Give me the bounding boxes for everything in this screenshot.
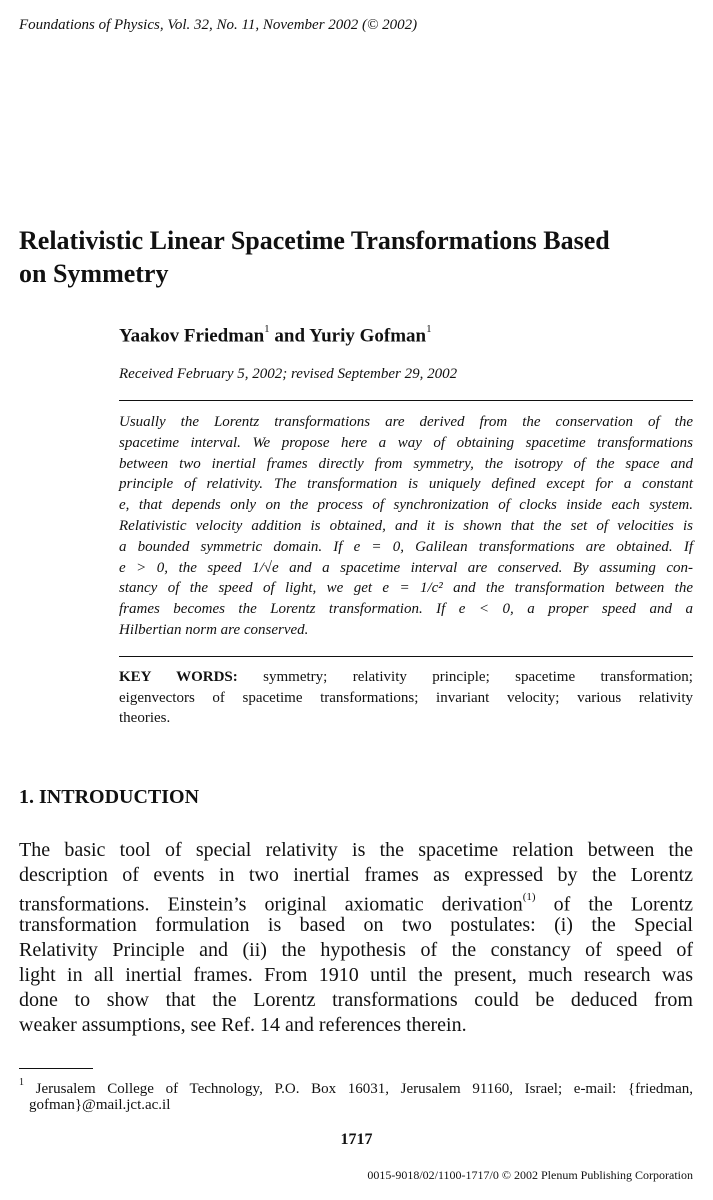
abstract-line: between two inertial frames directly from symmetry, the isotropy of the space and	[119, 455, 693, 472]
body-line: light in all inertial frames. From 1910 until the present, much research was	[19, 964, 693, 986]
body-line: The basic tool of special relativity is the spacetime relation between the	[19, 839, 693, 861]
footnote-line-2: gofman}@mail.jct.ac.il	[29, 1097, 171, 1113]
author-1: Yaakov Friedman	[119, 325, 265, 347]
body-line: transformation formulation is based on two postulates: (i) the Special	[19, 914, 693, 936]
body-line: weaker assumptions, see Ref. 14 and references therein.	[19, 1014, 467, 1036]
footnote-line-1	[19, 1075, 693, 1095]
page-number: 1717	[340, 1131, 373, 1148]
abstract-line: e > 0, the speed 1/√e and a spacetime interval are conserved. By assuming con-	[119, 559, 693, 576]
paper-title	[19, 224, 699, 290]
footnote-rule	[19, 1068, 93, 1069]
abstract-line: frames becomes the Lorentz transformation. If e < 0, a proper speed and a	[119, 601, 693, 618]
body-line	[19, 888, 693, 916]
abstract-line: e, that depends only on the process of synchronization of clocks inside each system.	[119, 497, 693, 514]
copyright-line: 0015-9018/02/1100-1717/0 © 2002 Plenum Publishing Corporation	[367, 1168, 693, 1182]
keywords	[119, 667, 693, 729]
abstract-top-rule	[119, 400, 693, 401]
keywords-top-rule	[119, 656, 693, 657]
body-text-fragment: of the Lorentz	[535, 893, 693, 916]
keywords-label: KEY WORDS:	[119, 669, 238, 685]
title-line-1: Relativistic Linear Spacetime Transformations Based	[19, 226, 610, 255]
abstract-line: Usually the Lorentz transformations are derived from the conservation of the	[119, 414, 693, 430]
keywords-text-1: symmetry; relativity principle; spacetime transformation;	[237, 669, 693, 685]
body-paragraph	[19, 838, 693, 1038]
keywords-line-1	[119, 667, 693, 688]
abstract-line: stancy of the speed of light, we get e = 1/c² and the transformation between the	[119, 580, 693, 597]
author-1-affiliation-marker: 1	[264, 323, 270, 335]
abstract-line: Relativistic velocity addition is obtained, and it is shown that the set of velocities is	[119, 517, 693, 534]
abstract-line: spacetime interval. We propose here a way of obtaining spacetime transformations	[119, 434, 693, 451]
body-line: done to show that the Lorentz transformations could be deduced from	[19, 989, 693, 1011]
title-line-2: on Symmetry	[19, 259, 169, 288]
abstract	[119, 412, 693, 641]
author-2-affiliation-marker: 1	[426, 323, 432, 335]
abstract-line: Hilbertian norm are conserved.	[119, 621, 309, 638]
keywords-line-2: eigenvectors of spacetime transformations; invariant velocity; various relativity	[119, 689, 693, 706]
journal-header: Foundations of Physics, Vol. 32, No. 11, November 2002 (© 2002)	[19, 17, 418, 33]
received-dates: Received February 5, 2002; revised September 29, 2002	[119, 366, 458, 382]
authors	[119, 325, 432, 347]
author-conjunction: and	[269, 325, 310, 347]
abstract-line: a bounded symmetric domain. If e = 0, Galilean transformations are obtained. If	[119, 538, 693, 555]
citation-marker: (1)	[522, 891, 536, 903]
footnote	[19, 1075, 693, 1115]
abstract-line: principle of relativity. The transformation is uniquely defined except for a constant	[119, 476, 693, 493]
body-line: Relativity Principle and (ii) the hypothesis of the constancy of speed of	[19, 939, 693, 961]
body-line: description of events in two inertial frames as expressed by the Lorentz	[19, 864, 693, 886]
body-text-fragment: transformations. Einstein’s original axiomatic derivation	[19, 893, 523, 916]
section-heading: 1. INTRODUCTION	[19, 786, 200, 808]
author-2: Yuriy Gofman	[309, 325, 427, 347]
keywords-line-3: theories.	[119, 710, 171, 726]
footnote-text-1: Jerusalem College of Technology, P.O. Box 16031, Jerusalem 91160, Israel; e-mail: {friedman,	[24, 1081, 693, 1097]
footnote-marker: 1	[19, 1077, 24, 1088]
